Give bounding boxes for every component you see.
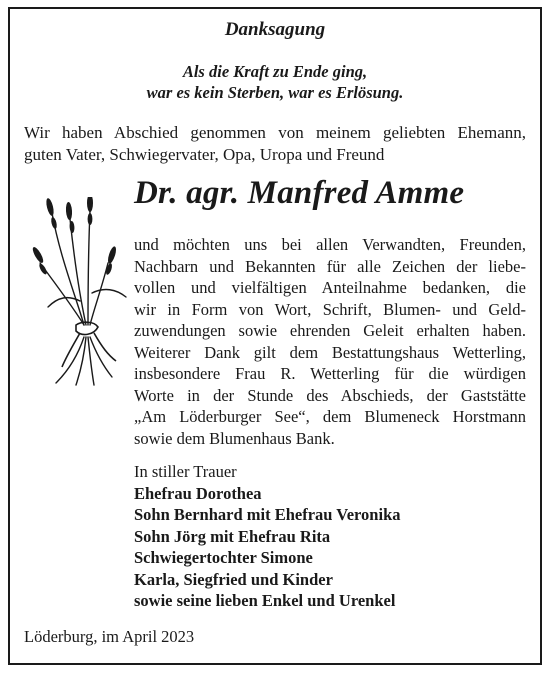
obituary-notice — [8, 7, 542, 665]
body-line: insbesondere Frau R. Wetterling für die würdigen — [134, 364, 526, 383]
body-line: „Am Löderburger See“, dem Blumeneck Horstmann — [134, 407, 526, 426]
quote-line-1: Als die Kraft zu Ende ging, — [182, 62, 368, 81]
body-line: und möchten uns bei allen Verwandten, Freunden, — [134, 235, 526, 254]
mourners-list — [134, 461, 401, 612]
mourner-name: Ehefrau Dorothea — [134, 483, 262, 503]
intro-paragraph — [24, 122, 526, 166]
mourner-name: Sohn Bernhard mit Ehefrau Veronika — [134, 505, 401, 524]
mourner-name: Karla, Siegfried und Kinder — [134, 569, 333, 589]
body-line: Weiterer Dank gilt dem Bestattungshaus Wetterling, — [134, 342, 526, 362]
body-line: Nachbarn und Bekannten für alle Zeichen der liebe- — [134, 256, 526, 276]
notice-heading: Danksagung — [224, 19, 326, 40]
body-line: Worte in der Stunde des Abschieds, der Gaststätte — [134, 385, 526, 405]
mourner-name: Schwiegertochter Simone — [134, 548, 313, 567]
body-line: sowie dem Blumenhaus Bank. — [134, 428, 335, 448]
mourners-intro: In stiller Trauer — [134, 462, 237, 481]
memorial-quote — [10, 61, 540, 103]
place-and-date: Löderburg, im April 2023 — [24, 627, 195, 646]
deceased-name: Dr. agr. Manfred Amme — [134, 175, 465, 211]
quote-line-2: war es kein Sterben, war es Erlösung. — [146, 83, 404, 102]
body-line: wir in Form von Wort, Schrift, Blumen- und Geld- — [134, 299, 526, 319]
intro-line-2: guten Vater, Schwiegervater, Opa, Uropa und Freund — [24, 145, 385, 164]
intro-line-1: Wir haben Abschied genommen von meinem geliebten Ehemann, — [24, 123, 526, 142]
mourner-name: Sohn Jörg mit Ehefrau Rita — [134, 526, 331, 546]
body-line: vollen und vielfältigen Anteilnahme bedanken, die — [134, 278, 526, 297]
mourner-name: sowie seine lieben Enkel und Urenkel — [134, 591, 396, 610]
thanks-paragraph — [134, 234, 526, 449]
body-line: zuwendungen sowie ehrenden Geleit erhalten haben. — [134, 321, 526, 340]
wheat-bundle-icon — [32, 197, 130, 389]
